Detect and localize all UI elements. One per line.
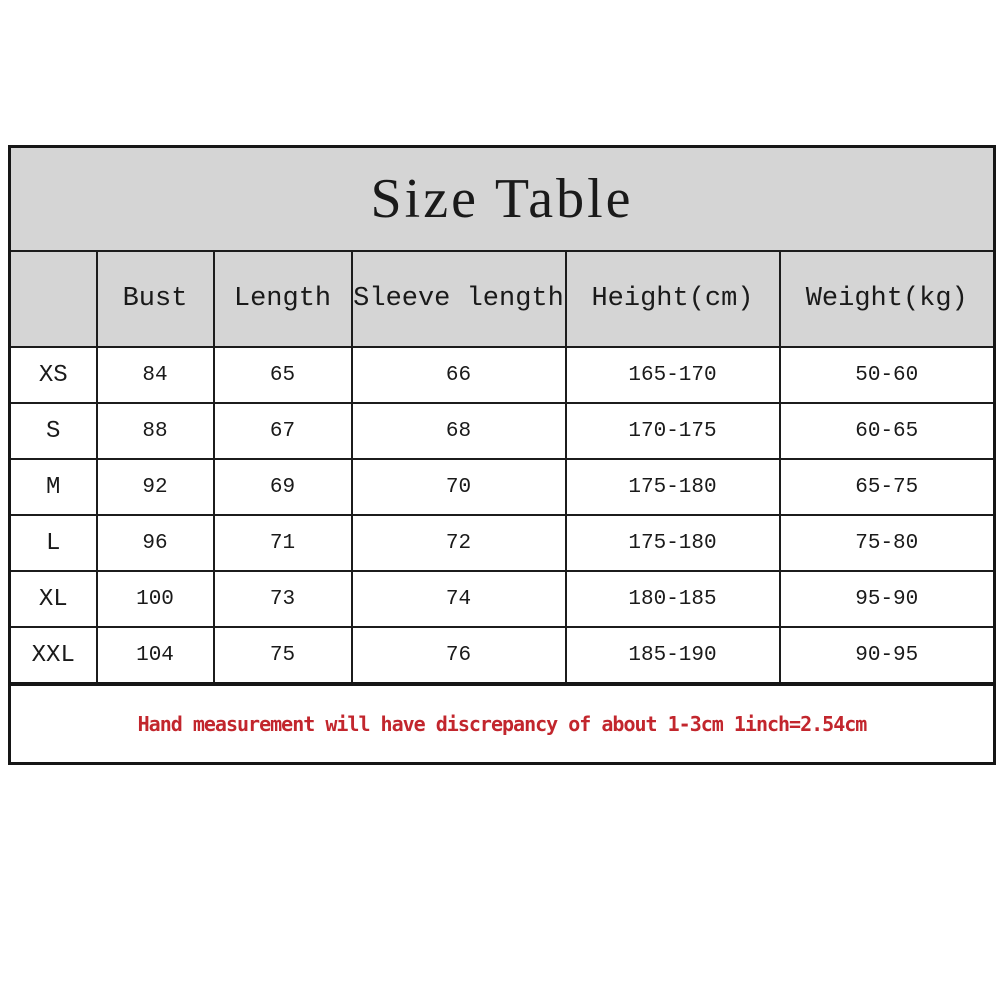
cell-length: 65 bbox=[214, 347, 352, 403]
table-row-l bbox=[10, 515, 995, 571]
cell-size: M bbox=[10, 459, 97, 515]
cell-length: 67 bbox=[214, 403, 352, 459]
cell-weight: 60-65 bbox=[780, 403, 995, 459]
cell-sleeve-length: 74 bbox=[352, 571, 566, 627]
table-row-xxl bbox=[10, 627, 995, 684]
cell-weight: 95-90 bbox=[780, 571, 995, 627]
column-header-sleeve-length: Sleeve length bbox=[352, 251, 566, 347]
cell-bust: 88 bbox=[97, 403, 214, 459]
title-row bbox=[10, 147, 995, 252]
cell-height: 175-180 bbox=[566, 515, 780, 571]
column-header-weight: Weight(kg) bbox=[780, 251, 995, 347]
cell-sleeve-length: 68 bbox=[352, 403, 566, 459]
cell-sleeve-length: 72 bbox=[352, 515, 566, 571]
cell-bust: 92 bbox=[97, 459, 214, 515]
size-table bbox=[8, 145, 996, 765]
cell-height: 170-175 bbox=[566, 403, 780, 459]
cell-height: 185-190 bbox=[566, 627, 780, 684]
cell-weight: 90-95 bbox=[780, 627, 995, 684]
note-row bbox=[10, 684, 995, 764]
cell-bust: 84 bbox=[97, 347, 214, 403]
cell-length: 73 bbox=[214, 571, 352, 627]
column-header-bust: Bust bbox=[97, 251, 214, 347]
cell-length: 75 bbox=[214, 627, 352, 684]
cell-bust: 104 bbox=[97, 627, 214, 684]
measurement-note: Hand measurement will have discrepancy of about 1-3cm 1inch=2.54cm bbox=[10, 684, 995, 764]
column-header-height: Height(cm) bbox=[566, 251, 780, 347]
cell-size: S bbox=[10, 403, 97, 459]
column-header-length: Length bbox=[214, 251, 352, 347]
table-row-xs bbox=[10, 347, 995, 403]
cell-weight: 50-60 bbox=[780, 347, 995, 403]
cell-height: 165-170 bbox=[566, 347, 780, 403]
cell-length: 69 bbox=[214, 459, 352, 515]
cell-size: XXL bbox=[10, 627, 97, 684]
cell-size: XS bbox=[10, 347, 97, 403]
table-row-xl bbox=[10, 571, 995, 627]
cell-sleeve-length: 76 bbox=[352, 627, 566, 684]
cell-length: 71 bbox=[214, 515, 352, 571]
cell-weight: 75-80 bbox=[780, 515, 995, 571]
cell-height: 180-185 bbox=[566, 571, 780, 627]
cell-size: XL bbox=[10, 571, 97, 627]
table-row-m bbox=[10, 459, 995, 515]
cell-weight: 65-75 bbox=[780, 459, 995, 515]
table-row-s bbox=[10, 403, 995, 459]
page-title: Size Table bbox=[10, 147, 995, 252]
column-header-row bbox=[10, 251, 995, 347]
cell-bust: 100 bbox=[97, 571, 214, 627]
cell-bust: 96 bbox=[97, 515, 214, 571]
cell-height: 175-180 bbox=[566, 459, 780, 515]
cell-sleeve-length: 66 bbox=[352, 347, 566, 403]
cell-size: L bbox=[10, 515, 97, 571]
column-header-size bbox=[10, 251, 97, 347]
cell-sleeve-length: 70 bbox=[352, 459, 566, 515]
